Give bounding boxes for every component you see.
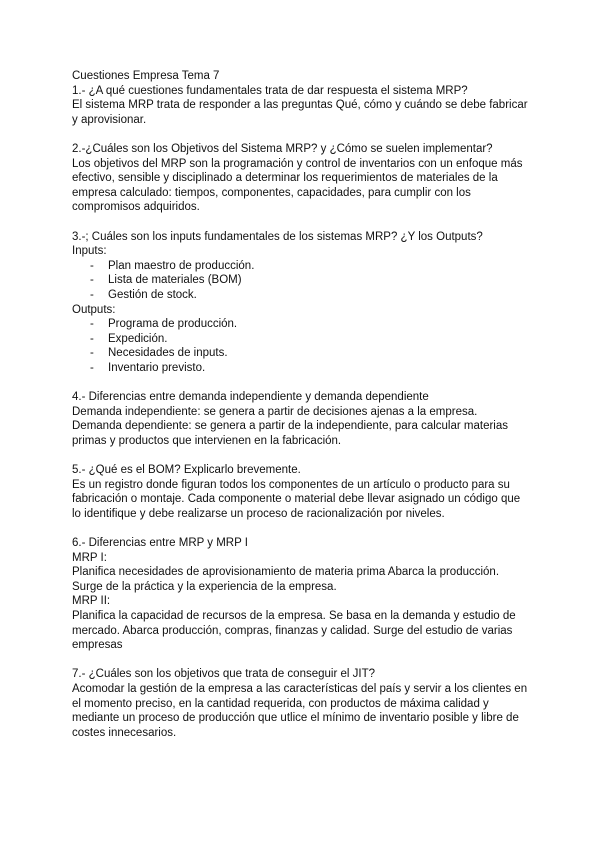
outputs-list <box>72 317 532 375</box>
answer-4-independent: Demanda independiente: se genera a partir de decisiones ajenas a la empresa. <box>72 405 478 418</box>
mrp2-text: Planifica la capacidad de recursos de la empresa. Se basa en la demanda y estudio de mercado. Abarca producción, compras, finanzas y calidad. Surge del estudio de varias empresas <box>72 609 516 652</box>
list-item: - Plan maestro de producción. <box>72 259 532 274</box>
question-5: 5.- ¿Qué es el BOM? Explicarlo brevemente. <box>72 464 301 477</box>
list-item: - Inventario previsto. <box>72 361 532 376</box>
question-1: 1.- ¿A qué cuestiones fundamentales trata de dar respuesta el sistema MRP? <box>72 84 468 97</box>
list-item: - Programa de producción. <box>72 317 532 332</box>
inputs-list <box>72 259 532 303</box>
answer-2: Los objetivos del MRP son la programación y control de inventarios con un enfoque más efectivo, sensible y disciplinado a determinar los requerimientos de materiales de la empresa calculado: tiempos, componentes, capacidades, para cumplir con los compromisos adquiridos. <box>72 157 523 214</box>
inputs-label: Inputs: <box>72 245 107 258</box>
question-7: 7.- ¿Cuáles son los objetivos que trata de conseguir el JIT? <box>72 668 375 681</box>
answer-7: Acomodar la gestión de la empresa a las características del país y servir a los clientes en el momento preciso, en la cantidad requerida, con productos de máxima calidad y mediante un proceso de producción que utlice el mínimo de inventario posible y libre de costes innecesarios. <box>72 682 528 739</box>
list-item: - Necesidades de inputs. <box>72 346 532 361</box>
outputs-label: Outputs: <box>72 303 116 316</box>
mrp1-label: MRP I: <box>72 551 107 564</box>
answer-1: El sistema MRP trata de responder a las preguntas Qué, cómo y cuándo se debe fabricar y aprovisionar. <box>72 99 528 126</box>
list-item: - Lista de materiales (BOM) <box>72 273 532 288</box>
question-4: 4.- Diferencias entre demanda independiente y demanda dependiente <box>72 391 429 404</box>
document-title: Cuestiones Empresa Tema 7 <box>72 70 220 82</box>
mrp1-text: Planifica necesidades de aprovisionamiento de materia prima Abarca la producción. Surge de la práctica y la experiencia de la empresa. <box>72 566 500 593</box>
question-6: 6.- Diferencias entre MRP y MRP I <box>72 537 248 549</box>
question-3: 3.-; Cuáles son los inputs fundamentales de los sistemas MRP? ¿Y los Outputs? <box>72 230 483 243</box>
document-page <box>72 69 532 740</box>
answer-5: Es un registro donde figuran todos los componentes de un artículo o producto para su fabricación o montaje. Cada componente o material debe llevar asignado un código que lo identifique y debe realizarse un proceso de racionalización por niveles. <box>72 478 521 520</box>
answer-4-dependent: Demanda dependiente: se genera a partir de la independiente, para calcular materias primas y productos que intervienen en la fabricación. <box>72 420 509 447</box>
list-item: - Gestión de stock. <box>72 288 532 303</box>
list-item: - Expedición. <box>72 332 532 347</box>
question-2: 2.-¿Cuáles son los Objetivos del Sistema MRP? y ¿Cómo se suelen implementar? <box>72 142 493 155</box>
mrp2-label: MRP II: <box>72 595 111 608</box>
